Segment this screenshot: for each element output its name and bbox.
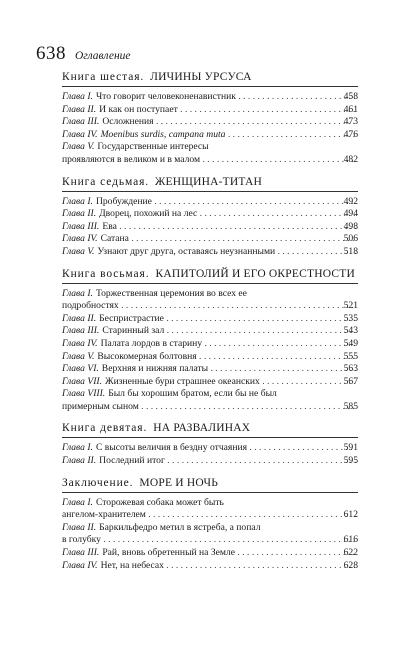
toc-entry[interactable] — [62, 141, 358, 166]
chapter-title-line — [62, 509, 358, 522]
chapter-title-line — [62, 233, 358, 246]
toc-entry[interactable] — [62, 116, 358, 129]
toc-entry[interactable] — [62, 351, 358, 364]
chapter-title-line — [62, 300, 358, 313]
dot-leader — [202, 154, 356, 167]
toc-entry[interactable] — [62, 288, 358, 313]
chapter-title-line — [62, 400, 358, 414]
chapter-title: проявляются в великом и в малом — [62, 153, 201, 165]
chapter-title-line — [62, 375, 358, 389]
toc-entry[interactable] — [62, 233, 358, 246]
table-of-contents — [62, 62, 358, 572]
chapter-title-text — [62, 455, 165, 468]
chapter-label: Глава III. — [62, 547, 100, 559]
chapter-title: Нет, на небесах — [100, 559, 164, 571]
chapter-title-line — [62, 534, 358, 547]
chapter-label: Глава IV. — [62, 337, 98, 349]
toc-entry[interactable] — [62, 376, 358, 389]
toc-entry[interactable] — [62, 338, 358, 351]
chapter-label: Глава II. — [62, 312, 97, 324]
chapter-title-text — [62, 325, 165, 338]
chapter-title-first: Баркильфедро метил в ястреба, а попал — [99, 521, 261, 533]
chapter-title-line — [62, 559, 358, 573]
chapter-title-text — [62, 312, 164, 326]
chapter-title-first: Сторожевая собака может быть — [95, 496, 224, 508]
chapter-title-line — [62, 91, 358, 104]
chapter-label: Глава VI. — [62, 363, 99, 375]
dot-leader — [103, 534, 356, 547]
section-heading — [62, 477, 358, 493]
toc-entry[interactable] — [62, 313, 358, 326]
chapter-title-line — [62, 116, 358, 129]
chapter-title-text — [62, 153, 201, 167]
book-title: НА РАЗВАЛИНАХ — [153, 422, 251, 435]
toc-entry[interactable] — [62, 497, 358, 522]
chapter-title-text — [62, 559, 164, 573]
dot-leader — [227, 129, 355, 142]
dot-leader — [199, 208, 355, 221]
chapter-title: Ева — [102, 220, 117, 232]
chapter-title-text — [62, 400, 139, 414]
chapter-title-text — [62, 350, 197, 364]
chapter-label: Глава IV. — [62, 559, 98, 571]
toc-entry[interactable] — [62, 325, 358, 338]
chapter-title: в голубку — [62, 534, 101, 546]
book-title: ЖЕНЩИНА-ТИТАН — [155, 175, 263, 188]
chapter-label: Глава V. — [62, 350, 95, 362]
chapter-title-line — [62, 496, 358, 510]
toc-section — [62, 477, 358, 573]
chapter-label: Глава VII. — [62, 375, 102, 387]
book-title: КАПИТОЛИЙ И ЕГО ОКРЕСТНОСТИ — [155, 267, 355, 280]
dot-leader — [119, 221, 356, 234]
chapter-title: Пробуждение — [95, 195, 152, 207]
toc-entry[interactable] — [62, 363, 358, 376]
chapter-label: Глава V. — [62, 245, 95, 257]
chapter-title: Moenibus surdis, campana muta — [100, 128, 226, 140]
chapter-label: Глава VIII. — [62, 388, 106, 400]
chapter-label: Глава IV. — [62, 233, 98, 245]
chapter-title-line — [62, 388, 358, 401]
section-heading — [62, 176, 358, 192]
toc-entry[interactable] — [62, 560, 358, 573]
toc-section — [62, 268, 358, 414]
dot-leader — [210, 363, 356, 376]
chapter-title: Рай, вновь обретенный на Земле — [102, 547, 236, 559]
toc-section — [62, 176, 358, 259]
chapter-title-text — [62, 375, 260, 389]
chapter-title-first: Был бы хорошим братом, если бы не был — [108, 388, 277, 400]
chapter-title: Старинный зал — [102, 325, 165, 337]
chapter-title-line — [62, 521, 358, 535]
chapter-title-text — [62, 195, 152, 209]
dot-leader — [166, 313, 356, 326]
chapter-title: С высоты величия в бездну отчаяния — [95, 442, 248, 454]
chapter-label: Глава III. — [62, 325, 100, 337]
toc-entry[interactable] — [62, 104, 358, 117]
chapter-title-line — [62, 325, 358, 338]
dot-leader — [237, 547, 356, 560]
toc-section — [62, 422, 358, 467]
chapter-title: Сатана — [100, 233, 129, 245]
toc-entry[interactable] — [62, 442, 358, 455]
chapter-label: Глава I. — [62, 287, 93, 299]
chapter-title-text — [62, 208, 198, 221]
chapter-title-line — [62, 103, 358, 117]
chapter-title: Последний итог — [99, 455, 165, 467]
toc-entry[interactable] — [62, 208, 358, 221]
dot-leader — [262, 376, 356, 389]
dot-leader — [131, 233, 356, 246]
chapter-title-text — [62, 337, 203, 351]
dot-leader — [156, 116, 356, 129]
chapter-title-line — [62, 287, 358, 301]
chapter-title-first: Государственные интересы — [97, 141, 209, 153]
chapter-title-text — [62, 509, 146, 522]
chapter-title-text — [62, 363, 209, 376]
chapter-title-text — [62, 128, 226, 142]
chapter-label: Глава V. — [62, 141, 95, 153]
toc-entry[interactable] — [62, 522, 358, 547]
chapter-label: Глава I. — [62, 195, 93, 207]
chapter-label: Глава II. — [62, 455, 97, 467]
chapter-label: Глава III. — [62, 220, 100, 232]
chapter-title-line — [62, 245, 358, 259]
chapter-title-text — [62, 442, 248, 455]
chapter-label: Глава II. — [62, 103, 97, 115]
chapter-label: Глава II. — [62, 521, 97, 533]
dot-leader — [167, 455, 356, 468]
book-label: Книга шестая. — [62, 71, 145, 83]
chapter-title-line — [62, 455, 358, 468]
chapter-title-line — [62, 195, 358, 209]
dot-leader — [199, 351, 356, 364]
toc-entry[interactable] — [62, 388, 358, 413]
toc-entry[interactable] — [62, 221, 358, 234]
chapter-title-text — [62, 233, 129, 246]
chapter-title: Узнают друг друга, оставаясь неузнанными — [97, 245, 276, 257]
chapter-label: Глава IV. — [62, 128, 98, 140]
book-label: Книга седьмая. — [62, 175, 150, 188]
section-heading — [62, 422, 358, 438]
dot-leader — [148, 509, 356, 522]
chapter-title: Что говорит человеконенавистник — [95, 91, 236, 102]
chapter-title-line — [62, 442, 358, 455]
dot-leader — [204, 338, 356, 351]
toc-entry[interactable] — [62, 129, 358, 142]
chapter-title-first: Торжественная церемония во всех ее — [95, 287, 247, 299]
chapter-title: Беспристрастие — [99, 312, 164, 324]
chapter-title-text — [62, 245, 276, 259]
chapter-title-line — [62, 141, 358, 154]
chapter-title-line — [62, 153, 358, 167]
chapter-title-line — [62, 337, 358, 351]
dot-leader — [238, 91, 356, 104]
toc-entry[interactable] — [62, 547, 358, 560]
chapter-title: И как он поступает — [99, 103, 178, 115]
book-title: ЛИЧИНЫ УРСУСА — [150, 71, 252, 83]
running-title: Оглавление — [75, 50, 131, 62]
page-number: 638 — [36, 43, 66, 64]
chapter-title-line — [62, 547, 358, 560]
dot-leader — [249, 442, 356, 455]
chapter-label: Глава I. — [62, 496, 93, 508]
chapter-title: Осложнения — [102, 116, 154, 128]
toc-entry[interactable] — [62, 246, 358, 259]
toc-entry[interactable] — [62, 91, 358, 104]
chapter-title-text — [62, 103, 178, 117]
chapter-title: Верхняя и нижняя палаты — [101, 363, 209, 375]
book-label: Книга восьмая. — [62, 267, 150, 280]
book-title: МОРЕ И НОЧЬ — [139, 476, 219, 489]
chapter-title-text — [62, 116, 154, 129]
chapter-title-line — [62, 363, 358, 376]
chapter-title: ангелом-хранителем — [62, 509, 146, 521]
chapter-title-line — [62, 220, 358, 234]
chapter-label: Глава II. — [62, 208, 97, 220]
dot-leader — [121, 300, 356, 313]
toc-entry[interactable] — [62, 455, 358, 468]
chapter-title-text — [62, 300, 119, 313]
chapter-title-text — [62, 220, 117, 234]
chapter-title: Жизненные бури страшнее океанских — [105, 375, 260, 387]
section-heading — [62, 71, 358, 87]
chapter-title-text — [62, 547, 236, 560]
chapter-label: Глава III. — [62, 116, 100, 128]
dot-leader — [180, 104, 356, 117]
chapter-title-line — [62, 350, 358, 364]
chapter-title: примерным сыном — [62, 400, 139, 412]
chapter-title-line — [62, 312, 358, 326]
chapter-label: Глава I. — [62, 91, 93, 102]
toc-section — [62, 71, 358, 167]
dot-leader — [141, 401, 356, 414]
chapter-title-line — [62, 208, 358, 221]
chapter-title: Высокомерная болтовня — [97, 350, 197, 362]
chapter-label: Глава I. — [62, 442, 93, 454]
toc-entry[interactable] — [62, 196, 358, 209]
book-label: Заключение. — [62, 476, 134, 489]
dot-leader — [154, 196, 356, 209]
chapter-title: подробностях — [62, 300, 119, 312]
chapter-title: Дворец, похожий на лес — [99, 208, 198, 220]
chapter-title-line — [62, 128, 358, 142]
chapter-title: Палата лордов в старину — [100, 337, 203, 349]
chapter-title-text — [62, 534, 101, 547]
chapter-title-text — [62, 91, 236, 104]
dot-leader — [166, 560, 356, 573]
dot-leader — [166, 325, 355, 338]
book-label: Книга девятая. — [62, 422, 148, 435]
section-heading — [62, 268, 358, 284]
